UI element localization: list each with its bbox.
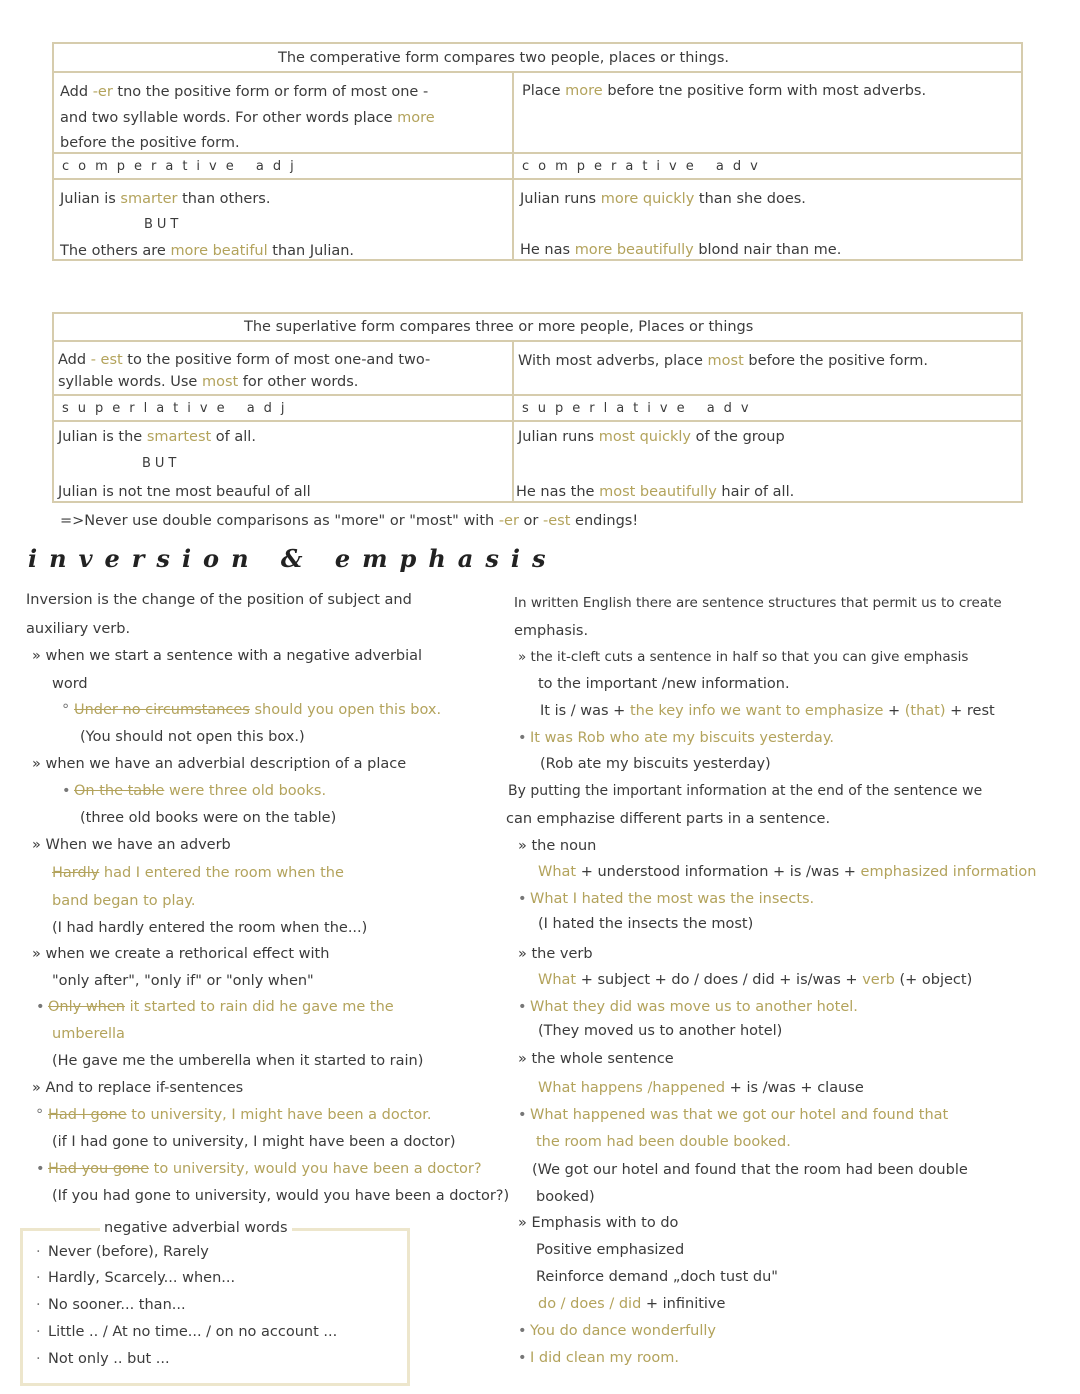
emphasis-whole-example-plain: (We got our hotel and found that the room had been double xyxy=(532,1162,968,1178)
negative-adverbial-item: · Never (before), Rarely xyxy=(36,1244,209,1260)
emphasis-intro: In written English there are sentence structures that permit us to create xyxy=(514,595,1002,611)
inversion-case-rhetorical-2: "only after", "only if" or "only when" xyxy=(52,973,314,989)
inversion-example-3: Hardly had I entered the room when the xyxy=(52,865,344,881)
superlative-adv-rule: With most adverbs, place most before the positive form. xyxy=(518,353,928,369)
inversion-example-6: • Had you gone to university, would you have been a doctor? xyxy=(36,1161,482,1177)
superlative-table xyxy=(52,312,1023,503)
emphasis-cleft-formula: It is / was + the key info we want to emphasize + (that) + rest xyxy=(540,703,995,719)
superlative-adv-example-2: He nas the most beautifully hair of all. xyxy=(516,484,795,500)
comparative-adj-example-2: The others are more beatiful than Julian. xyxy=(60,243,355,259)
emphasis-todo-example-1: • You do dance wonderfully xyxy=(518,1323,717,1339)
superlative-adj-example-1: Julian is the smartest of all. xyxy=(58,429,256,445)
superlative-adv-label: superlative adv xyxy=(522,401,758,416)
emphasis-whole-example-2: the room had been double booked. xyxy=(536,1134,791,1150)
inversion-case-negative: » when we start a sentence with a negative adverbial xyxy=(32,648,423,664)
emphasis-noun-example: • What I hated the most was the insects. xyxy=(518,891,815,907)
comparative-but: BUT xyxy=(144,217,183,232)
double-comparison-note: =>Never use double comparisons as "more" or "most" with -er or -est endings! xyxy=(60,513,639,529)
section-heading: inversion & emphasis xyxy=(28,544,558,573)
negative-adverbial-item: · No sooner... than... xyxy=(36,1297,186,1313)
emphasis-putting-2: can emphazise different parts in a sentence. xyxy=(506,811,831,827)
superlative-adj-rule-2: syllable words. Use most for other words. xyxy=(58,374,359,390)
emphasis-verb: » the verb xyxy=(518,946,593,962)
negative-adverbial-title: negative adverbial words xyxy=(100,1219,292,1237)
emphasis-whole-formula: What happens /happened + is /was + clause xyxy=(538,1080,864,1096)
superlative-adj-label: superlative adj xyxy=(62,401,294,416)
inversion-example-3-line2: band began to play. xyxy=(52,893,196,909)
emphasis-todo-example-2: • I did clean my room. xyxy=(518,1350,679,1366)
inversion-example-5: ° Had I gone to university, I might have been a doctor. xyxy=(36,1107,432,1123)
emphasis-cleft: » the it-cleft cuts a sentence in half so that you can give emphasis xyxy=(518,649,969,665)
emphasis-cleft-example: • It was Rob who ate my biscuits yesterday. xyxy=(518,730,834,746)
inversion-example-6-plain: (If you had gone to university, would you have been a doctor?) xyxy=(52,1188,510,1204)
emphasis-cleft-example-plain: (Rob ate my biscuits yesterday) xyxy=(540,756,771,772)
inversion-example-4-line2: umberella xyxy=(52,1026,125,1042)
emphasis-noun-example-plain: (I hated the insects the most) xyxy=(538,916,754,932)
comparative-adj-rule-3: before the positive form. xyxy=(60,135,240,151)
inversion-example-2-plain: (three old books were on the table) xyxy=(80,810,337,826)
inversion-example-2: • On the table were three old books. xyxy=(62,783,327,799)
inversion-example-1-plain: (You should not open this box.) xyxy=(80,729,305,745)
emphasis-whole: » the whole sentence xyxy=(518,1051,674,1067)
comparative-title: The comperative form compares two people, places or things. xyxy=(278,50,730,66)
inversion-intro-2: auxiliary verb. xyxy=(26,621,131,637)
superlative-adj-rule: Add - est to the positive form of most one-and two- xyxy=(58,352,431,368)
emphasis-verb-example: • What they did was move us to another hotel. xyxy=(518,999,858,1015)
comparative-adj-label: comperative adj xyxy=(62,159,303,174)
comparative-adj-rule-2: and two syllable words. For other words place more xyxy=(60,110,435,126)
inversion-example-4-plain: (He gave me the umberella when it started to rain) xyxy=(52,1053,424,1069)
inversion-example-4: • Only when it started to rain did he gave me the xyxy=(36,999,394,1015)
inversion-example-1: ° Under no circumstances should you open this box. xyxy=(62,702,442,718)
inversion-case-rhetorical: » when we create a rethorical effect with xyxy=(32,946,330,962)
emphasis-verb-example-plain: (They moved us to another hotel) xyxy=(538,1023,783,1039)
inversion-intro: Inversion is the change of the position of subject and xyxy=(26,592,412,608)
comparative-adv-example-1: Julian runs more quickly than she does. xyxy=(520,191,806,207)
emphasis-todo-1: Positive emphasized xyxy=(536,1242,685,1258)
inversion-example-5-plain: (if I had gone to university, I might have been a doctor) xyxy=(52,1134,456,1150)
emphasis-todo-2: Reinforce demand „doch tust du" xyxy=(536,1269,778,1285)
inversion-case-adverb: » When we have an adverb xyxy=(32,837,231,853)
emphasis-todo-formula: do / does / did + infinitive xyxy=(538,1296,726,1312)
emphasis-whole-example-plain-2: booked) xyxy=(536,1189,595,1205)
emphasis-intro-2: emphasis. xyxy=(514,623,589,639)
comparative-adv-label: comperative adv xyxy=(522,159,767,174)
emphasis-todo: » Emphasis with to do xyxy=(518,1215,679,1231)
emphasis-verb-formula: What + subject + do / does / did + is/was + verb (+ object) xyxy=(538,972,973,988)
comparative-adv-rule: Place more before tne positive form with most adverbs. xyxy=(522,83,927,99)
comparative-adj-rule: Add -er tno the positive form or form of most one - xyxy=(60,84,429,100)
comparative-adv-example-2: He nas more beautifully blond nair than me. xyxy=(520,242,842,258)
inversion-case-place: » when we have an adverbial description of a place xyxy=(32,756,407,772)
emphasis-whole-example: • What happened was that we got our hotel and found that xyxy=(518,1107,949,1123)
emphasis-putting: By putting the important information at the end of the sentence we xyxy=(508,783,983,799)
superlative-adv-example-1: Julian runs most quickly of the group xyxy=(518,429,785,445)
negative-adverbial-item: · Little .. / At no time... / on no account ... xyxy=(36,1324,338,1340)
superlative-title: The superlative form compares three or more people, Places or things xyxy=(244,319,754,335)
inversion-case-if: » And to replace if-sentences xyxy=(32,1080,244,1096)
emphasis-noun-formula: What + understood information + is /was + emphasized information xyxy=(538,864,1037,880)
inversion-case-negative-2: word xyxy=(52,676,88,692)
negative-adverbial-item: · Hardly, Scarcely... when... xyxy=(36,1270,236,1286)
comparative-table xyxy=(52,42,1023,261)
negative-adverbial-item: · Not only .. but ... xyxy=(36,1351,170,1367)
superlative-adj-example-2: Julian is not tne most beauful of all xyxy=(58,484,311,500)
emphasis-noun: » the noun xyxy=(518,838,597,854)
emphasis-cleft-2: to the important /new information. xyxy=(538,676,790,692)
superlative-but: BUT xyxy=(142,456,181,471)
inversion-example-3-plain: (I had hardly entered the room when the...) xyxy=(52,920,368,936)
comparative-adj-example-1: Julian is smarter than others. xyxy=(60,191,271,207)
